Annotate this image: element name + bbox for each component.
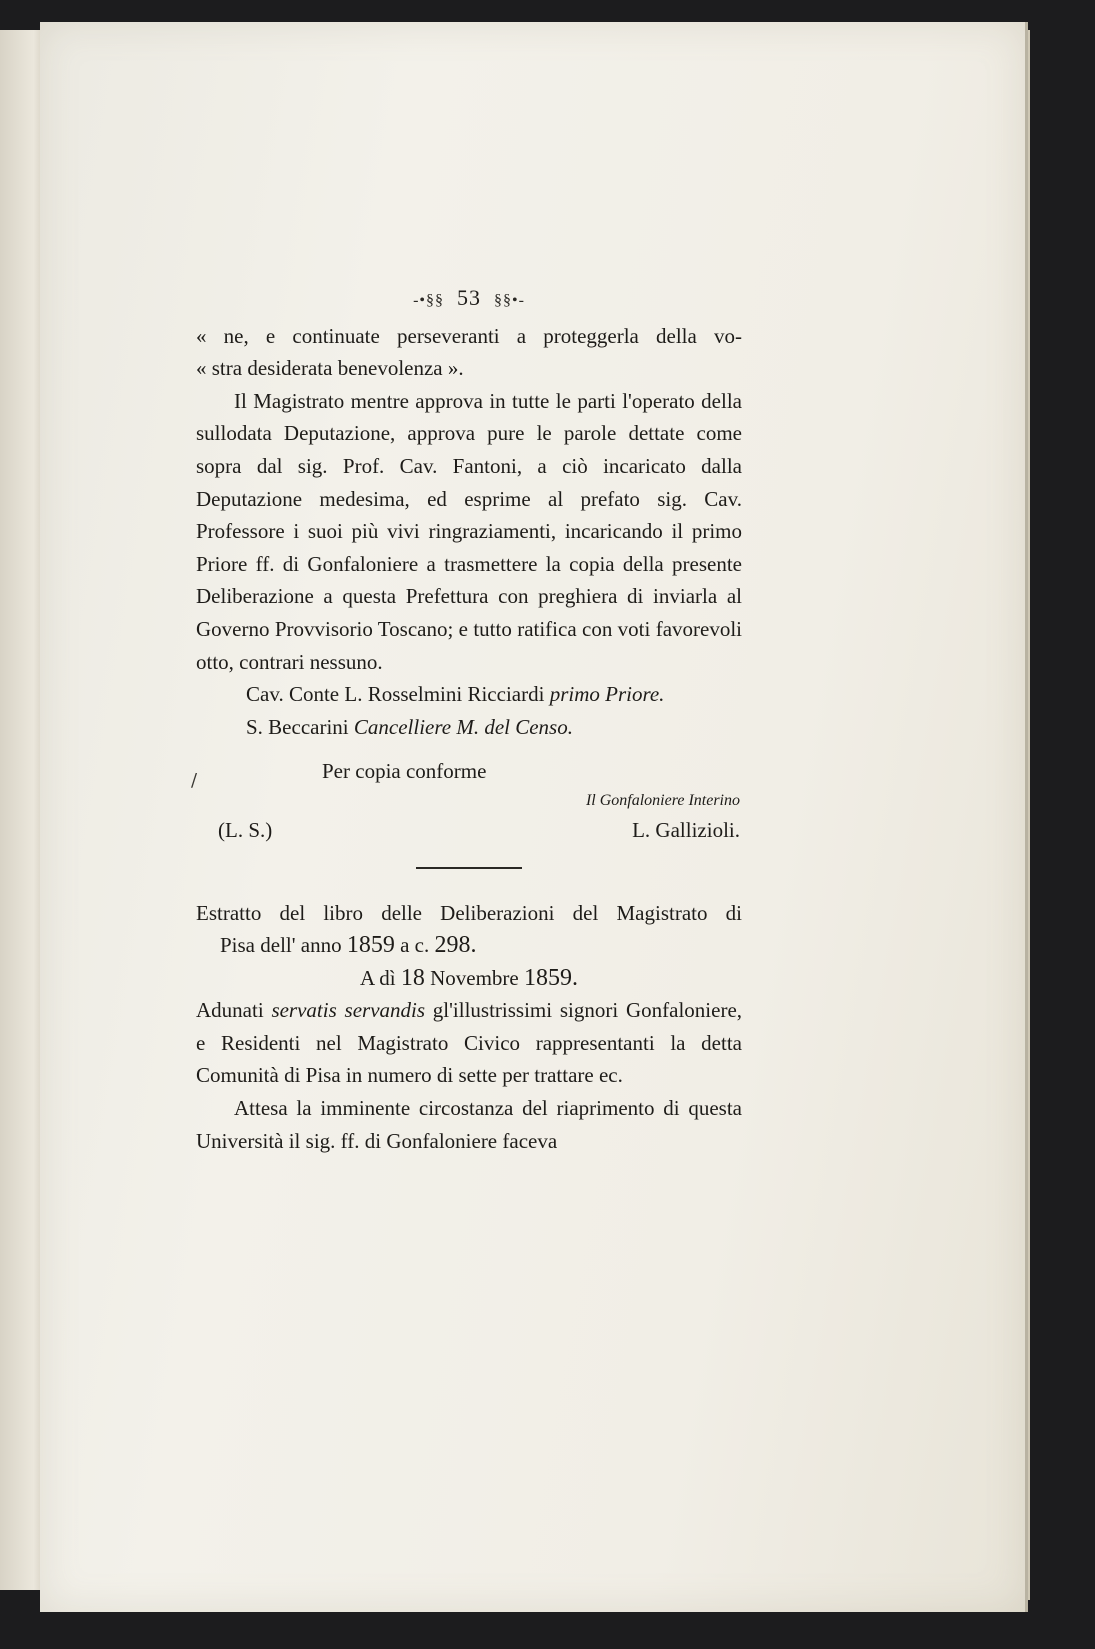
extract-line-2 [196, 929, 742, 962]
signature-priore-name: Cav. Conte L. Rosselmini Ricciardi [246, 682, 545, 707]
paragraph-1-line-1: « ne, e continuate perseveranti a proteggerla della vo- [196, 323, 742, 348]
extract-year: 1859 [346, 932, 395, 959]
paragraph-1-line-2: « stra desiderata benevolenza ». [196, 356, 464, 381]
paragraph-3-latin: servatis servandis [271, 998, 426, 1023]
extract-heading [196, 897, 742, 962]
date-year: 1859. [523, 964, 578, 991]
header-ornament-left: -•§§ [413, 292, 444, 309]
signature-cancelliere [196, 711, 742, 744]
paragraph-3-rest: gl'illustrissimi signori Gonfaloniere, e Residenti nel Magistrato Civico rappresentanti la detta Comunità di Pisa in numero di sette per trattare ec. [196, 998, 743, 1088]
date-prefix: A dì [360, 965, 401, 990]
header-ornament-right: §§•- [494, 292, 525, 309]
paragraph-3 [196, 994, 742, 1092]
gonfaloniere-title: Il Gonfaloniere Interino [585, 791, 740, 809]
meeting-date [196, 962, 742, 995]
gonfaloniere-name: L. Gallizioli. [632, 817, 740, 842]
paragraph-3-start: Adunati [196, 998, 272, 1023]
signature-priore [196, 678, 742, 711]
paragraph-2: Il Magistrato mentre approva in tutte le parti l'operato della sullodata Deputazione, approva pure le parole dettate come sopra dal sig. Prof. Cav. Fantoni, a ciò incaricato dalla Deputazione medesima, ed esprime al prefato sig. Cav. Professore i suoi più vivi ringraziamenti, incaricando il primo Priore ff. di Gonfaloniere a trasmettere la copia della presente Deliberazione a questa Prefettura con preghiera di inviarla al Governo Provvisorio Toscano; e tutto ratifica con voti favorevoli otto, contrari nessuno. [196, 388, 742, 674]
signature-priore-title: primo Priore. [549, 682, 665, 707]
margin-pencil-mark: / [191, 770, 198, 791]
page-number: 53 [457, 285, 481, 310]
signature-cancelliere-title: Cancelliere M. del Censo. [353, 714, 573, 739]
extract-page-ref: 298. [434, 932, 477, 959]
date-day: 18 [400, 964, 425, 991]
page-header [196, 282, 742, 318]
page-text [196, 282, 742, 1157]
paragraph-4: Attesa la imminente circostanza del riaprimento di questa Università il sig. ff. di Gonfaloniere faceva [196, 1096, 742, 1153]
extract-page-prefix: a c. [394, 933, 435, 958]
section-divider [416, 867, 522, 869]
extract-year-prefix: Pisa dell' anno [220, 933, 347, 958]
signature-cancelliere-name: S. Beccarini [246, 714, 349, 739]
date-month: Novembre [424, 965, 524, 990]
seal-row [196, 814, 742, 847]
extract-line-1: Estratto del libro delle Deliberazioni del Magistrato di [196, 900, 742, 925]
seal-mark: (L. S.) [218, 817, 273, 842]
copy-conforme: Per copia conforme [322, 759, 487, 784]
paragraph-1 [196, 320, 742, 385]
